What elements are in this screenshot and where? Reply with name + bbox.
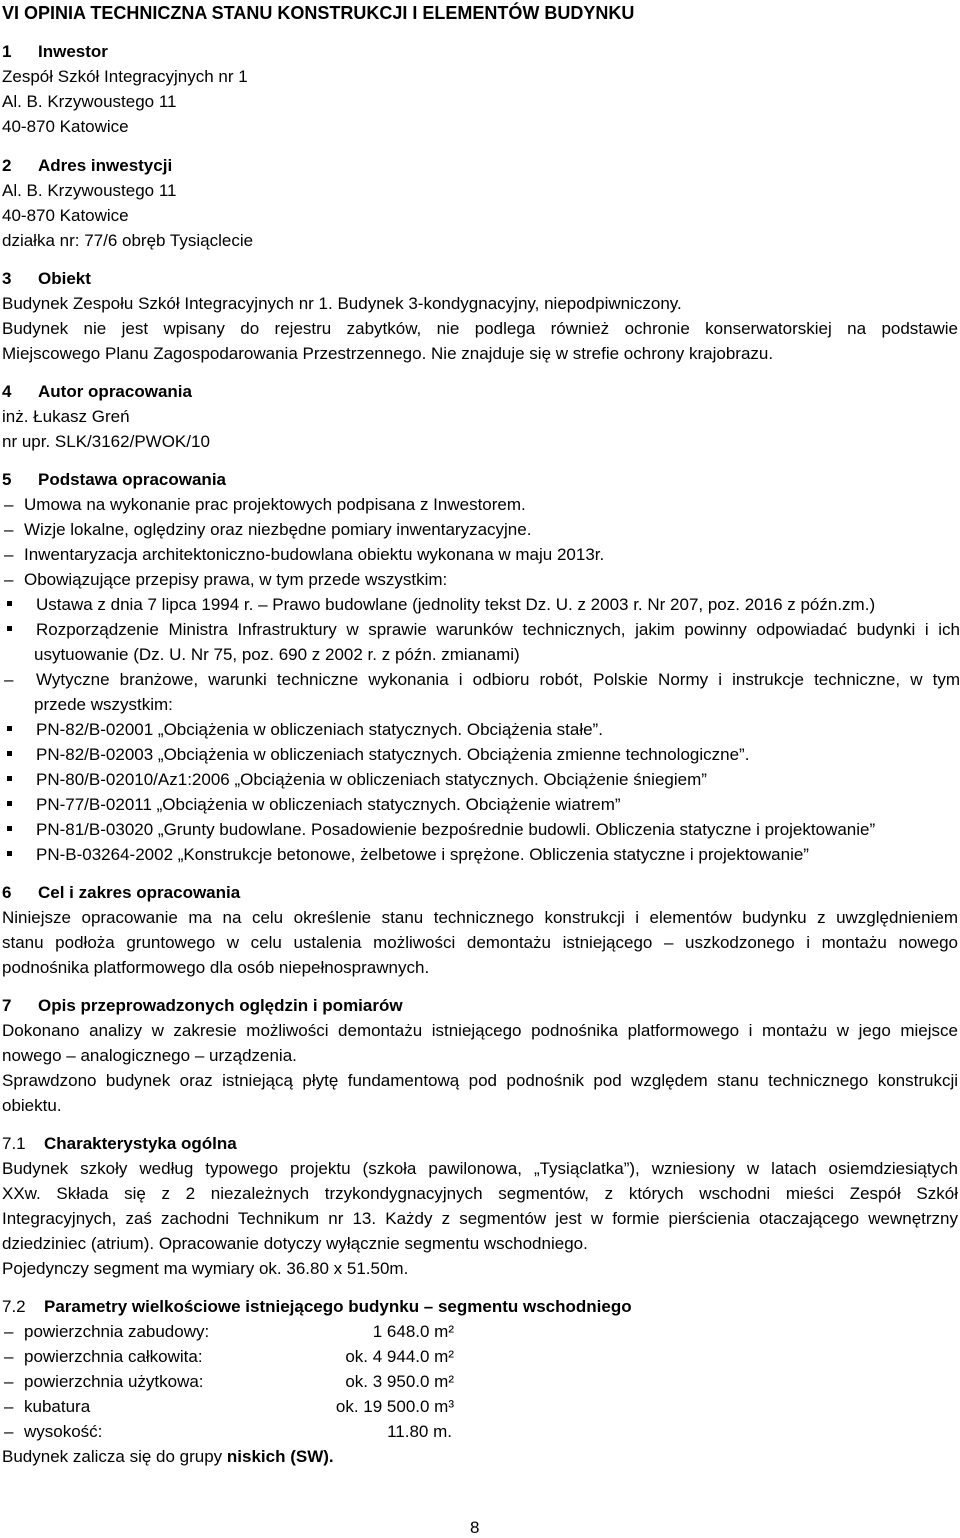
scope-paragraph-line: Niniejsze opracowanie ma na celu określenie stanu technicznego konstrukcji i elementów budynku z uwzględnieniem [2, 908, 958, 927]
norm-item-text: PN-82/B-02003 „Obciążenia w obliczeniach statycznych. Obciążenia zmienne technologiczne”. [36, 745, 750, 764]
section-7-heading [2, 995, 403, 1017]
square-bullet-icon [4, 844, 12, 852]
square-bullet-icon [4, 819, 12, 827]
parameter-label: powierzchnia całkowita: [24, 1347, 203, 1366]
norm-item-text: PN-81/B-03020 „Grunty budowlane. Posadowienie bezpośrednie budowli. Obliczenia statyczne i projektowanie” [36, 820, 876, 839]
object-plan-status: Miejscowego Planu Zagospodarowania Przestrzennego. Nie znajduje się w strefie ochrony krajobrazu. [2, 344, 774, 363]
section-2-heading [2, 155, 172, 177]
section-6-heading [2, 882, 240, 904]
parameter-label: wysokość: [24, 1422, 103, 1441]
law-item-text: Rozporządzenie Ministra Infrastruktury w sprawie warunków technicznych, jakim powinny odpowiadać budynki i ich [36, 620, 960, 639]
square-bullet-icon [4, 719, 12, 727]
guidelines-text: Wytyczne branżowe, warunki techniczne wykonania i odbioru robót, Polskie Normy i instrukcje techniczne, w tym [36, 670, 960, 689]
norm-item-text: PN-77/B-02011 „Obciążenia w obliczeniach statycznych. Obciążenie wiatrem” [36, 795, 621, 814]
section-title: Obiekt [38, 269, 91, 288]
section-number: 2 [2, 156, 12, 175]
section-title: Parametry wielkościowe istniejącego budynku – segmentu wschodniego [44, 1297, 632, 1316]
author-name: inż. Łukasz Greń [2, 407, 130, 426]
parameter-value: 1 648.0 m² [372, 1322, 454, 1341]
dash-marker: – [4, 1397, 14, 1416]
inspection-paragraph-line: nowego – analogicznego – urządzenia. [2, 1046, 297, 1065]
law-item-text: Ustawa z dnia 7 lipca 1994 r. – Prawo budowlane (jednolity tekst Dz. U. z 2003 r. Nr 207, poz. 2016 z późn.zm.) [36, 595, 876, 614]
building-group [2, 1446, 334, 1468]
characteristics-line: Pojedynczy segment ma wymiary ok. 36.80 x 51.50m. [2, 1259, 409, 1278]
parameter-label: powierzchnia użytkowa: [24, 1372, 204, 1391]
parameter-value: ok. 4 944.0 m² [345, 1347, 454, 1366]
section-title: Inwestor [38, 42, 108, 61]
basis-item-text: Wizje lokalne, oględziny oraz niezbędne pomiary inwentaryzacyjne. [24, 520, 532, 539]
investor-name: Zespół Szkół Integracyjnych nr 1 [2, 67, 248, 86]
section-7-2-heading [2, 1296, 632, 1318]
square-bullet-icon [4, 769, 12, 777]
section-title: Charakterystyka ogólna [44, 1134, 237, 1153]
investor-city: 40-870 Katowice [2, 117, 129, 136]
parameter-label: kubatura [24, 1397, 91, 1416]
object-monument-status: Budynek nie jest wpisany do rejestru zabytków, nie podlega również ochronie konserwatorskiej na podstawie [2, 319, 958, 338]
page-number: 8 [470, 1518, 480, 1537]
section-title: Opis przeprowadzonych oględzin i pomiarów [38, 996, 403, 1015]
address-city: 40-870 Katowice [2, 206, 129, 225]
dash-marker: – [4, 1322, 14, 1341]
building-group-prefix: Budynek zalicza się do grupy [2, 1447, 227, 1466]
section-title: Adres inwestycji [38, 156, 173, 175]
dash-marker: – [4, 1422, 14, 1441]
norm-item-text: PN-B-03264-2002 „Konstrukcje betonowe, żelbetowe i sprężone. Obliczenia statyczne i projektowanie” [36, 845, 809, 864]
section-4-heading [2, 381, 192, 403]
basis-item-text: Umowa na wykonanie prac projektowych podpisana z Inwestorem. [24, 495, 526, 514]
investor-street: Al. B. Krzywoustego 11 [2, 92, 177, 111]
square-bullet-icon [4, 794, 12, 802]
square-bullet-icon [4, 619, 12, 627]
section-number: 7.1 [2, 1134, 26, 1153]
section-title: Podstawa opracowania [38, 470, 226, 489]
characteristics-line: dziedziniec (atrium). Opracowanie dotyczy wyłącznie segmentu wschodniego. [2, 1234, 588, 1253]
dash-marker: – [4, 1347, 14, 1366]
section-5-heading [2, 469, 226, 491]
section-7-1-heading [2, 1133, 237, 1155]
inspection-paragraph-line: Dokonano analizy w zakresie możliwości demontażu istniejącego podnośnika platformowego i montażu w jego miejsce [2, 1021, 958, 1040]
parameter-value: 11.80 m. [387, 1422, 452, 1441]
section-title: Autor opracowania [38, 382, 192, 401]
section-number: 1 [2, 42, 12, 61]
scope-paragraph-line: stanu podłoża gruntowego w celu ustalenia możliwości demontażu istniejącego – uszkodzonego i montażu nowego [2, 933, 958, 952]
characteristics-line: XXw. Składa się z 2 niezależnych trzykondygnacyjnych segmentów, z których wschodni mieści Zespół Szkół [2, 1184, 958, 1203]
scope-paragraph-line: podnośnika platformowego dla osób niepełnosprawnych. [2, 958, 430, 977]
square-bullet-icon [4, 594, 12, 602]
section-number: 7 [2, 996, 12, 1015]
parameter-value: ok. 3 950.0 m² [345, 1372, 454, 1391]
section-number: 6 [2, 883, 12, 902]
norm-item-text: PN-82/B-02001 „Obciążenia w obliczeniach statycznych. Obciążenia stałe”. [36, 720, 603, 739]
dash-marker: – [4, 670, 14, 689]
address-plot: działka nr: 77/6 obręb Tysiąclecie [2, 231, 254, 250]
inspection-paragraph-line: Sprawdzono budynek oraz istniejącą płytę fundamentową pod podnośnik pod względem stanu technicznego konstrukcji [2, 1071, 958, 1090]
section-number: 5 [2, 470, 12, 489]
square-bullet-icon [4, 744, 12, 752]
dash-marker: – [4, 495, 14, 514]
section-number: 7.2 [2, 1297, 26, 1316]
dash-marker: – [4, 545, 14, 564]
parameter-label: powierzchnia zabudowy: [24, 1322, 210, 1341]
basis-item-text: Inwentaryzacja architektoniczno-budowlana obiektu wykonana w maju 2013r. [24, 545, 605, 564]
guidelines-continuation: przede wszystkim: [34, 695, 173, 714]
section-number: 3 [2, 269, 12, 288]
section-3-heading [2, 268, 91, 290]
building-group-value: niskich (SW). [226, 1447, 334, 1466]
dash-marker: – [4, 520, 14, 539]
address-street: Al. B. Krzywoustego 11 [2, 181, 177, 200]
parameter-value: ok. 19 500.0 m³ [335, 1397, 454, 1416]
section-1-heading [2, 41, 108, 63]
law-item-continuation: usytuowanie (Dz. U. Nr 75, poz. 690 z 2002 r. z późn. zmianami) [34, 645, 520, 664]
characteristics-line: Integracyjnych, zaś zachodni Technikum nr 13. Każdy z segmentów jest w formie pierścienia otaczającego wewnętrzny [2, 1209, 958, 1228]
norm-item-text: PN-80/B-02010/Az1:2006 „Obciążenia w obliczeniach statycznych. Obciążenie śniegiem” [36, 770, 707, 789]
section-number: 4 [2, 382, 12, 401]
basis-item-text: Obowiązujące przepisy prawa, w tym przede wszystkim: [24, 570, 448, 589]
dash-marker: – [4, 570, 14, 589]
chapter-heading: VI OPINIA TECHNICZNA STANU KONSTRUKCJI I ELEMENTÓW BUDYNKU [2, 3, 635, 23]
author-license: nr upr. SLK/3162/PWOK/10 [2, 432, 210, 451]
inspection-paragraph-line: obiektu. [2, 1096, 62, 1115]
section-title: Cel i zakres opracowania [38, 883, 241, 902]
object-description: Budynek Zespołu Szkół Integracyjnych nr 1. Budynek 3-kondygnacyjny, niepodpiwniczony. [2, 294, 682, 313]
characteristics-line: Budynek szkoły według typowego projektu (szkoła pawilonowa, „Tysiąclatka”), wzniesiony w latach osiemdziesiątych [2, 1159, 958, 1178]
dash-marker: – [4, 1372, 14, 1391]
